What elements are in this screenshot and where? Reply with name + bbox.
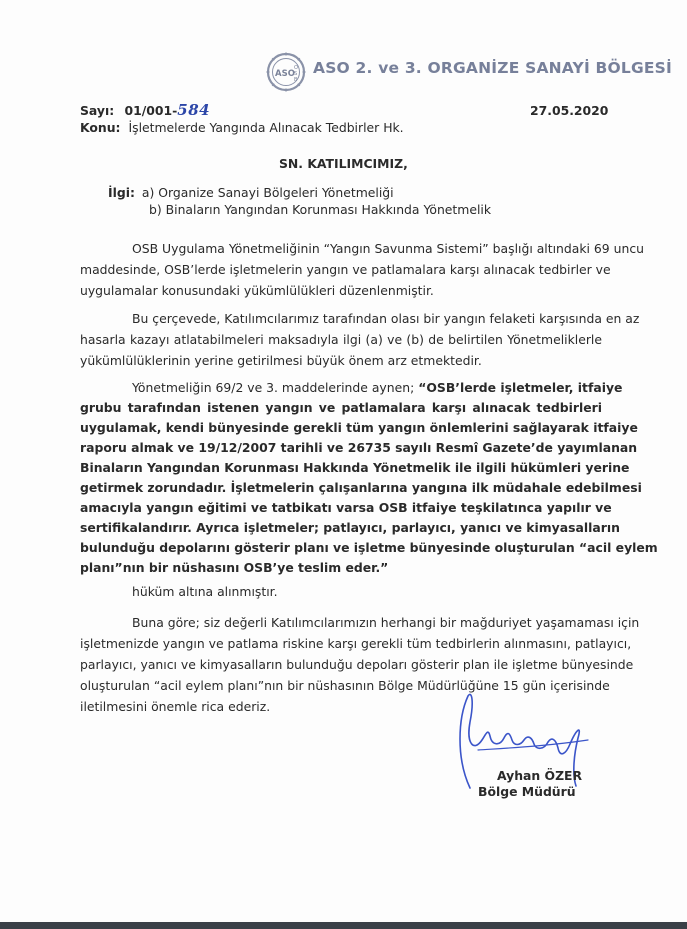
reference-number (80, 103, 210, 118)
quote-line: grubu tarafından istenen yangın ve patlamalara karşı alınacak tedbirleri (80, 400, 602, 415)
quote-line: amacıyla yangın eğitimi ve tatbikatı varsa OSB itfaiye teşkilatınca yapılır ve (80, 500, 612, 515)
paragraph-3-intro: Yönetmeliğin 69/2 ve 3. maddelerinde aynen; (132, 380, 415, 395)
paragraph-4: hüküm altına alınmıştır. (132, 584, 278, 599)
ilgi-b: b) Binaların Yangından Korunması Hakkında Yönetmelik (149, 202, 492, 217)
quote-opening: “OSB’lerde işletmeler, itfaiye (418, 380, 623, 395)
quote-last-line: planı”nın bir nüshasını OSB’ye teslim eder.” (80, 560, 389, 575)
paragraph-1-line: OSB Uygulama Yönetmeliğinin “Yangın Savunma Sistemi” başlığı altındaki 69 uncu (132, 241, 644, 256)
ilgi-a: a) Organize Sanayi Bölgeleri Yönetmeliği (141, 185, 394, 200)
quote-line: Binaların Yangından Korunması Hakkında Yönetmelik ile ilgili hükümleri yerine (80, 460, 630, 475)
sayi-label: Sayı: (80, 103, 115, 118)
sayi-prefix: 01/001- (124, 103, 178, 118)
paragraph-2-line: yükümlülüklerinin yerine getirilmesi büyük önem arz etmektedir. (80, 353, 482, 368)
paragraph-2-line: Bu çerçevede, Katılımcılarımız tarafından olası bir yangın felaketi karşısında en az (132, 311, 640, 326)
paragraph-3-first-line (132, 380, 623, 395)
svg-text:B: B (294, 77, 298, 83)
reference-a (108, 185, 394, 200)
paragraph-5-line: iletilmesini önemle rica ederiz. (80, 699, 271, 714)
paragraph-1-line: uygulamalar konusundaki yükümlülükleri düzenlenmiştir. (80, 283, 434, 298)
salutation: SN. KATILIMCIMIZ, (279, 156, 408, 171)
paragraph-1-line: maddesinde, OSB’lerde işletmelerin yangın ve patlamalara karşı alınacak tedbirler ve (80, 262, 611, 277)
svg-text:ASO: ASO (275, 69, 295, 79)
paragraph-5-line: oluşturulan “acil eylem planı”nın bir nüshasının Bölge Müdürlüğüne 15 gün içerisinde (80, 678, 610, 693)
konu-label: Konu: (80, 120, 121, 135)
svg-text:O: O (294, 65, 298, 71)
quote-line: getirmek zorundadır. İşletmelerin çalışanlarına yangına ilk müdahale edebilmesi (80, 480, 642, 495)
paragraph-2-line: hasarla kazayı atlatabilmeleri maksadıyla ilgi (a) ve (b) de belirtilen Yönetmeliklerle (80, 332, 602, 347)
quote-line: uygulamak, kendi bünyesinde gerekli tüm yangın önlemlerini sağlayarak itfaiye (80, 420, 638, 435)
ilgi-label: İlgi: (108, 185, 135, 200)
quote-line: sertifikalandırır. Ayrıca işletmeler; patlayıcı, parlayıcı, yanıcı ve kimyasalların (80, 520, 620, 535)
paragraph-5-line: işletmenizde yangın ve patlama riskine karşı gerekli tüm tedbirlerin alınmasını, patlayıcı, (80, 636, 632, 651)
handwritten-number: 584 (177, 101, 211, 119)
osb-logo-seal (266, 52, 306, 92)
scan-bottom-edge (0, 922, 687, 929)
quote-line: bulunduğu depolarını gösterir planı ve işletme bünyesinde oluşturulan “acil eylem (80, 540, 658, 555)
paragraph-5-line: parlayıcı, yanıcı ve kimyasalların bulunduğu depoları gösterir plan ile işletme bünyesinde (80, 657, 634, 672)
subject-line (80, 120, 404, 135)
quote-line: raporu almak ve 19/12/2007 tarihli ve 26735 sayılı Resmî Gazete’de yayımlanan (80, 440, 638, 455)
organization-name: ASO 2. ve 3. ORGANİZE SANAYİ BÖLGESİ (313, 59, 673, 77)
paragraph-5-line: Buna göre; siz değerli Katılımcılarımızın herhangi bir mağduriyet yaşamaması için (132, 615, 640, 630)
konu-text: İşletmelerde Yangında Alınacak Tedbirler Hk. (128, 120, 404, 135)
signatory-name: Ayhan ÖZER (497, 768, 583, 783)
svg-text:S: S (294, 71, 298, 77)
signatory-title: Bölge Müdürü (478, 784, 576, 799)
letter-date: 27.05.2020 (530, 103, 609, 118)
